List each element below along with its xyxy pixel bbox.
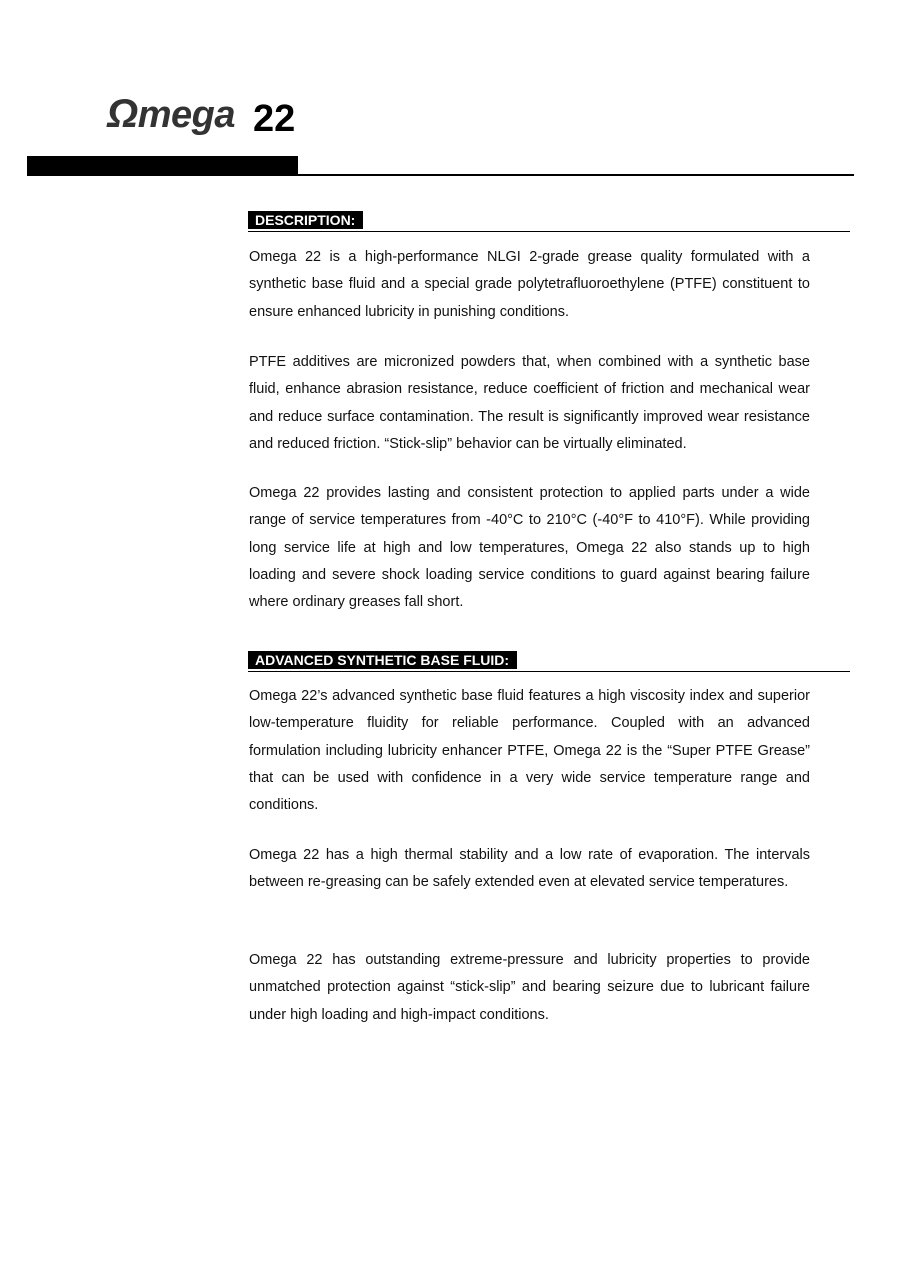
description-paragraph-1: Omega 22 is a high-performance NLGI 2-grade grease quality formulated with a synthetic base fluid and a special grade polytetrafluoroethylene (PTFE) constituent to ensure enhanced lubricity in punishing conditions. — [249, 249, 810, 320]
header-bar-thick — [27, 156, 298, 176]
omega-symbol: Ω — [107, 92, 138, 136]
description-paragraph-3: Omega 22 provides lasting and consistent protection to applied parts under a wide range of service temperatures from -40°C to 210°C (-40°F to 410°F). While providing long service life at high and low temperatures, Omega 22 also stands up to high loading and severe shock loading service conditions to guard against bearing failure where ordinary greases fall short. — [249, 485, 810, 611]
brand-logo — [107, 92, 235, 137]
header-rule — [298, 174, 854, 176]
description-section-heading — [248, 211, 850, 232]
section-heading-label: DESCRIPTION: — [248, 211, 363, 229]
base-fluid-paragraph-1: Omega 22’s advanced synthetic base fluid features a high viscosity index and superior low-temperature fluidity for reliable performance. Coupled with an advanced formulation including lubricity enhancer PTFE, Omega 22 is the “Super PTFE Grease” that can be used with confidence in a very wide service temperature range and conditions. — [249, 688, 810, 814]
description-paragraph-2: PTFE additives are micronized powders that, when combined with a synthetic base fluid, enhance abrasion resistance, reduce coefficient of friction and mechanical wear and reduce surface contamination. The result is significantly improved wear resistance and reduced friction. “Stick-slip” behavior can be virtually eliminated. — [249, 354, 810, 452]
product-number: 22 — [253, 98, 296, 140]
base-fluid-paragraph-2: Omega 22 has a high thermal stability and a low rate of evaporation. The intervals between re-greasing can be safely extended even at elevated service temperatures. — [249, 847, 810, 891]
base-fluid-paragraph-3: Omega 22 has outstanding extreme-pressure and lubricity properties to provide unmatched protection against “stick-slip” and bearing seizure due to lubricant failure under high loading and high-impact conditions. — [249, 952, 810, 1023]
section-heading-label: ADVANCED SYNTHETIC BASE FLUID: — [248, 651, 517, 669]
base-fluid-section-heading — [248, 651, 850, 672]
brand-name: mega — [137, 94, 236, 136]
